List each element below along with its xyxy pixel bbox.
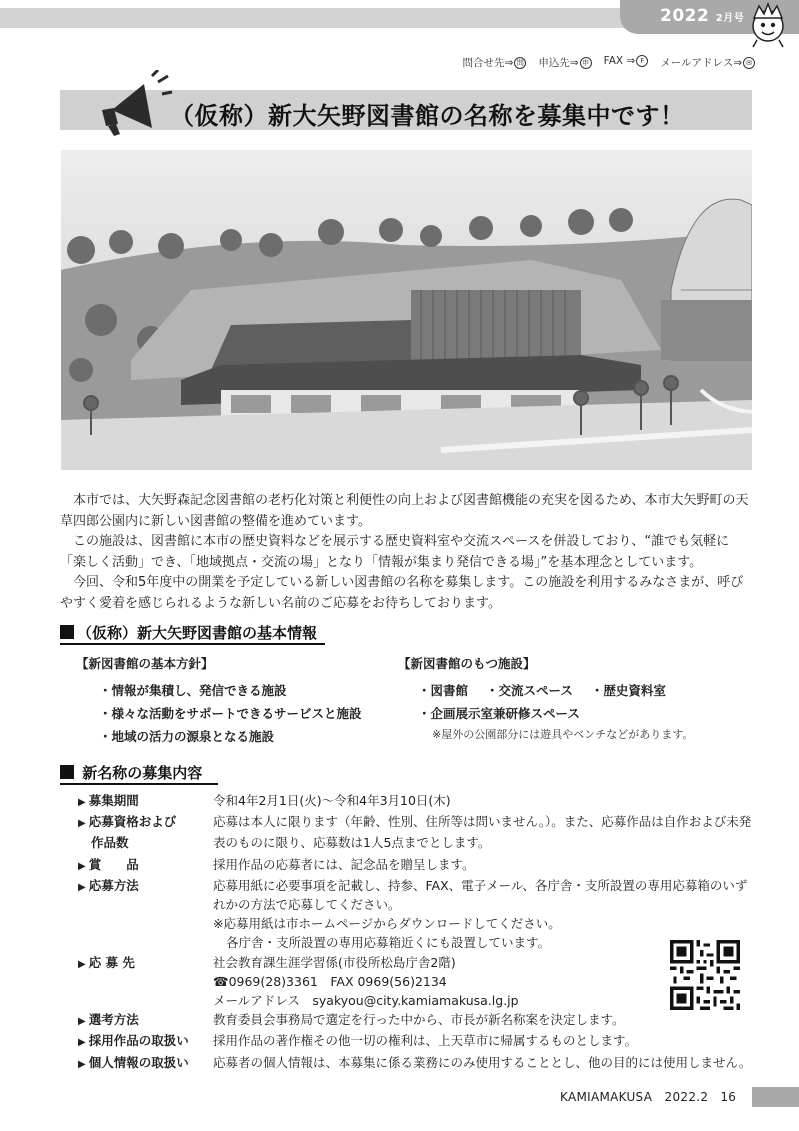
email-line[interactable]: メールアドレス syakyou@city.kamiamakusa.lg.jp xyxy=(213,993,519,1009)
magazine-name: KAMIAMAKUSA 2022.2 xyxy=(560,1090,709,1104)
issue-month: 2月号 xyxy=(715,13,745,24)
detail-value: 応募者の個人情報は、本募集に係る業務にのみ使用することとし、他の目的には使用しません。 xyxy=(213,1054,752,1070)
detail-row-destination xyxy=(78,953,758,1011)
page-title: （仮称）新大矢野図書館の名称を募集中です！ xyxy=(170,102,685,130)
detail-line: ※応募用紙は市ホームページからダウンロードしてください。 xyxy=(213,916,561,932)
detail-label: ▶ 募集期間 xyxy=(78,791,213,812)
contact-legend xyxy=(463,55,756,70)
basic-info-heading: （仮称）新大矢野図書館の基本情報 xyxy=(60,622,317,643)
phone-fax-line: ☎0969(28)3361 FAX 0969(56)2134 xyxy=(213,973,447,989)
detail-row-qualification xyxy=(78,812,758,833)
library-rendering-image xyxy=(61,150,752,470)
recruit-heading: 新名称の募集内容 xyxy=(60,762,202,783)
policy-list xyxy=(99,681,362,750)
issue-year: 2022 xyxy=(660,6,710,26)
mascot-icon xyxy=(745,2,791,48)
detail-label: ▶ 選考方法 xyxy=(78,1010,213,1031)
inquiry-mark-icon: 問 xyxy=(514,57,526,69)
detail-value: 採用作品の応募者には、記念品を贈呈します。 xyxy=(213,856,475,872)
facilities-subheading: 【新図書館のもつ施設】 xyxy=(398,656,536,671)
page-number: 16 xyxy=(720,1090,737,1104)
facilities-row xyxy=(418,681,666,699)
detail-line: 社会教育課生涯学習係(市役所松島庁舎2階) xyxy=(213,954,456,970)
detail-label: ▶ 応 募 先 xyxy=(78,953,213,1011)
page-footer xyxy=(560,1088,736,1105)
detail-value: 表のものに限り、応募数は1人5点までとします。 xyxy=(213,835,491,851)
fax-mark-icon: F xyxy=(636,55,648,67)
facilities-row xyxy=(418,704,580,722)
list-item: ・図書館 xyxy=(418,683,469,698)
list-item: ・交流スペース xyxy=(486,683,573,698)
detail-label: ▶ 個人情報の取扱い xyxy=(78,1053,213,1074)
detail-value: 令和4年2月1日(火)～令和4年3月10日(木) xyxy=(213,793,451,808)
heading-underline xyxy=(60,643,325,645)
heading-underline xyxy=(60,783,218,785)
legend-apply: 申込先⇒ 申 xyxy=(538,55,591,70)
square-bullet-icon xyxy=(60,625,74,639)
recruit-details xyxy=(78,791,758,1074)
list-item: ・ 情報が集積し、発信できる施設 xyxy=(99,681,362,704)
issue-label xyxy=(660,6,744,26)
list-item: ・歴史資料室 xyxy=(590,683,666,698)
detail-line: 応募用紙に必要事項を記載し、持参、FAX、電子メール、各庁舎・支所設置の専用応募箱のいず xyxy=(213,877,748,893)
detail-row-privacy xyxy=(78,1053,758,1074)
intro-paragraph: この施設は、図書館に本市の歴史資料などを展示する歴史資料室や交流スペースを併設しており、“誰でも気軽に「楽しく活動」でき、「地域拠点・交流の場」となり「情報が集まり発信できる場」”を基本理念としています。 xyxy=(60,534,730,570)
detail-line: れかの方法で応募してください。 xyxy=(213,897,401,913)
detail-row-method xyxy=(78,876,758,953)
intro-paragraph: 今回、令和5年度中の開業を予定している新しい図書館の名称を募集します。この施設を利用するみなさまが、呼びやすく愛着を感じられるような新しい名前のご応募をお待ちしております。 xyxy=(60,575,744,611)
megaphone-icon xyxy=(92,70,182,140)
detail-row-prize xyxy=(78,855,758,876)
legend-inquiry: 問合せ先⇒ 問 xyxy=(463,55,527,70)
policy-subheading: 【新図書館の基本方針】 xyxy=(76,656,214,671)
detail-label: ▶ 賞 品 xyxy=(78,855,213,876)
detail-label: ▶ 応募方法 xyxy=(78,876,213,953)
legend-email: メールアドレス⇒ ✉ xyxy=(660,55,755,70)
detail-label: ▶ 採用作品の取扱い xyxy=(78,1031,213,1052)
list-item: ・ 地域の活力の源泉となる施設 xyxy=(99,727,362,750)
apply-mark-icon: 申 xyxy=(580,57,592,69)
intro-paragraph: 本市では、大矢野森記念図書館の老朽化対策と利便性の向上および図書館機能の充実を図るため、本市大矢野町の天草四郎公園内に新しい図書館の整備を進めています。 xyxy=(60,493,749,529)
intro-text xyxy=(60,491,754,615)
facilities-note: ※屋外の公園部分には遊具やベンチなどがあります。 xyxy=(432,728,694,741)
detail-value: 採用作品の著作権その他一切の権利は、上天草市に帰属するものとします。 xyxy=(213,1033,638,1049)
detail-row-rights xyxy=(78,1031,758,1052)
mail-mark-icon: ✉ xyxy=(743,57,755,69)
qr-code-icon[interactable] xyxy=(670,940,740,1010)
square-bullet-icon xyxy=(60,765,74,779)
list-item: ・ 様々な活動をサポートできるサービスと施設 xyxy=(99,704,362,727)
header-stripe xyxy=(0,8,700,28)
detail-row-selection xyxy=(78,1010,758,1031)
legend-fax: FAX ⇒ F xyxy=(604,55,649,70)
list-item: ・企画展示室兼研修スペース xyxy=(418,706,580,721)
detail-value: 応募は本人に限ります（年齢、性別、住所等は問いません。）。また、応募作品は自作および未発 xyxy=(213,814,752,830)
footer-bar xyxy=(752,1087,799,1107)
detail-row-period xyxy=(78,791,758,812)
detail-value: 教育委員会事務局で選定を行った中から、市長が新名称案を決定します。 xyxy=(213,1012,625,1028)
detail-line: 各庁舎・支所設置の専用応募箱近くにも設置しています。 xyxy=(226,935,551,951)
detail-label: ▶ 応募資格および xyxy=(78,812,213,833)
detail-label: 作品数 xyxy=(91,835,129,851)
detail-row-qualification-cont xyxy=(78,833,758,854)
